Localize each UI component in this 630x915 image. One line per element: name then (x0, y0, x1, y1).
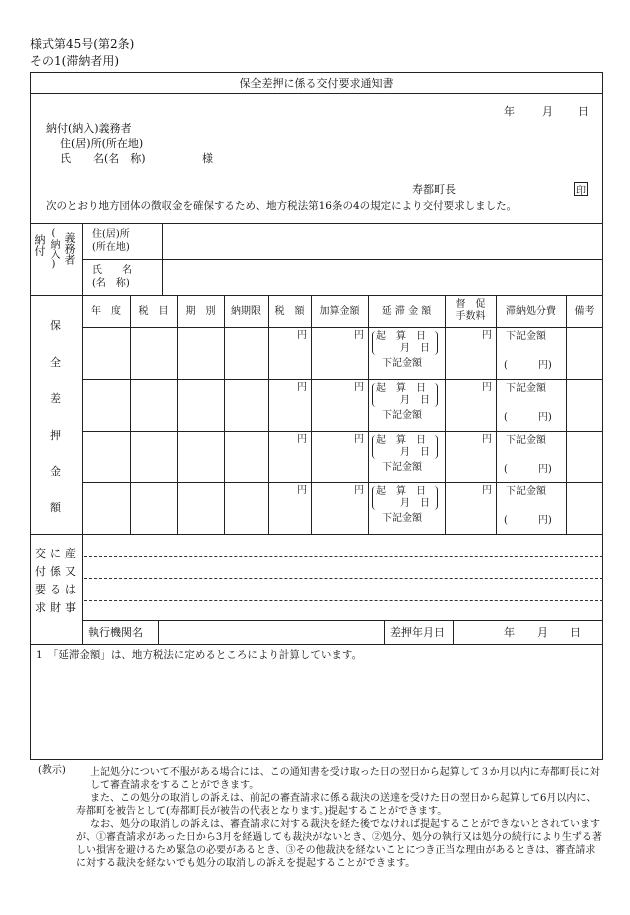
rule (30, 93, 603, 94)
yen-tax: 円 (297, 330, 307, 341)
arrears-start-date: 起 算 日 (376, 486, 426, 497)
grid-column-line (496, 295, 497, 534)
footnote: 1 「延滞金額」は、地方税法に定めるところにより計算しています。 (36, 649, 363, 661)
yen-tax: 円 (297, 434, 307, 445)
property-side-char: 付 (35, 565, 46, 578)
obligor-name-label: 氏 名 (名 称) (92, 265, 132, 289)
date-year: 年 (504, 105, 515, 118)
property-side-char: る (50, 583, 61, 596)
grid-column-line (177, 295, 178, 534)
column-header: 加算金額 (319, 306, 360, 317)
rule (82, 295, 83, 534)
column-header: 延 滞 金 額 (381, 306, 432, 317)
column-header: 年 度 (91, 306, 121, 317)
disposal-kaki: 下記金額 (506, 486, 546, 497)
instruction-label: (教示) (38, 765, 66, 776)
amount-side-char: 保 (50, 319, 61, 332)
grid-column-line (566, 295, 567, 534)
disposal-kaki: 下記金額 (506, 331, 546, 342)
property-side-char: に (50, 547, 61, 560)
grid-row-line (82, 431, 603, 432)
yen-tax: 円 (297, 485, 307, 496)
grid-row-line (82, 327, 603, 328)
rule (82, 259, 603, 260)
column-header: 備考 (574, 306, 595, 317)
instruction-p2: また、この処分の取消しの訴えは、前記の審査請求に係る裁決の送達を受けた日の翌日から起算して6月以内に、寿都町を被告として(寿都町長が被告の代表となります。)提起することができます。 (76, 793, 597, 817)
mayor-title: 寿都町長 (412, 183, 456, 196)
dotted-line (84, 556, 603, 557)
grid-column-line (130, 295, 131, 534)
dotted-line (84, 578, 603, 579)
rule (30, 295, 603, 296)
obligor-side-gimusha: 義務者 (63, 232, 76, 265)
date-month: 月 (542, 105, 553, 118)
property-side-char: 財 (50, 601, 61, 614)
obligor-side-nonyu: (納入) (48, 228, 59, 270)
disposal-paren: ( 円) (504, 515, 552, 526)
grid-column-line (224, 295, 225, 534)
yen-tax: 円 (297, 382, 307, 393)
yen-fee: 円 (482, 330, 492, 341)
property-side-char: 交 (35, 547, 46, 560)
grid-column-line (368, 295, 369, 534)
yen-surcharge: 円 (354, 434, 364, 445)
disposal-kaki: 下記金額 (506, 383, 546, 394)
yen-surcharge: 円 (354, 382, 364, 393)
arrears-start-date: 起 算 日 (376, 331, 426, 342)
rule (158, 620, 159, 644)
disposal-paren: ( 円) (504, 464, 552, 475)
grid-row-line (82, 379, 603, 380)
name-label: 氏 名(名 称) (60, 152, 146, 165)
property-side-char: 求 (35, 601, 46, 614)
obligor-address-label: 住(居)所 (所在地) (92, 229, 130, 253)
agency-label: 執行機関名 (88, 626, 143, 639)
yen-surcharge: 円 (354, 485, 364, 496)
obligor-label: 納付(納入)義務者 (46, 122, 132, 135)
property-side-char: 又 (65, 565, 76, 578)
document-title: 保全差押に係る交付要求通知書 (239, 77, 394, 90)
column-header: 税 目 (138, 306, 169, 317)
column-header: 督 促 手数料 (455, 299, 486, 322)
arrears-kaki: 下記金額 (382, 358, 422, 369)
rule (30, 644, 603, 645)
disposal-kaki: 下記金額 (506, 435, 546, 446)
disposal-paren: ( 円) (504, 360, 552, 371)
rule (82, 620, 603, 621)
arrears-month-day: 月 日 (400, 395, 430, 406)
arrears-start-date: 起 算 日 (376, 383, 426, 394)
seal-icon: 印 (574, 182, 588, 196)
address-label: 住(居)所(所在地) (60, 137, 144, 150)
date-day: 日 (578, 105, 589, 118)
amount-side-char: 額 (50, 501, 61, 514)
property-side-char: 要 (35, 583, 46, 596)
arrears-month-day: 月 日 (400, 498, 430, 509)
amount-side-char: 差 (50, 392, 61, 405)
yen-fee: 円 (482, 434, 492, 445)
column-header: 期 別 (185, 306, 216, 317)
dotted-line (84, 600, 603, 601)
arrears-kaki: 下記金額 (382, 513, 422, 524)
rule (82, 534, 83, 644)
column-header: 税 額 (274, 306, 305, 317)
seizure-date-value: 年 月 日 (504, 626, 581, 639)
amount-side-char: 金 (50, 465, 61, 478)
grid-row-line (82, 482, 603, 483)
seizure-date-label: 差押年月日 (390, 626, 445, 639)
yen-fee: 円 (482, 485, 492, 496)
yen-fee: 円 (482, 382, 492, 393)
amount-side-char: 全 (50, 356, 61, 369)
rule (30, 223, 603, 224)
rule (453, 620, 454, 644)
amount-side-char: 押 (50, 429, 61, 442)
obligor-side-nofu: 納付 (33, 234, 46, 256)
yen-surcharge: 円 (354, 330, 364, 341)
arrears-kaki: 下記金額 (382, 462, 422, 473)
form-number: 様式第45号(第2条) (30, 37, 135, 51)
property-side-char: 係 (50, 565, 61, 578)
rule (384, 620, 385, 644)
property-side-char: 産 (65, 547, 76, 560)
arrears-month-day: 月 日 (400, 343, 430, 354)
statement: 次のとおり地方団体の徴収金を確保するため、地方税法第16条の4の規定により交付要求しました。 (46, 200, 518, 212)
arrears-start-date: 起 算 日 (376, 435, 426, 446)
form-subtitle: その1(滞納者用) (30, 54, 119, 68)
arrears-month-day: 月 日 (400, 447, 430, 458)
property-side-char: は (65, 583, 76, 596)
arrears-kaki: 下記金額 (382, 410, 422, 421)
property-side-char: 事 (65, 601, 76, 614)
instruction-p3: なお、処分の取消しの訴えは、審査請求に対する裁決を経た後でなければ提起することができないとされていますが、①審査請求があった日から3月を経過しても裁決がないとき、②処分、処分の執行又は処分の続行により生ずる著しい損害を避けるため緊急の必要があるとき、③その他裁決を経ないことにつき正当な理由があるときは、審査請求に対する裁決を経ないでも処分の取消しの訴えを提起することができます。 (76, 819, 602, 869)
column-header: 滞納処分費 (506, 306, 556, 317)
honorific: 様 (202, 152, 213, 165)
disposal-paren: ( 円) (504, 412, 552, 423)
rule (30, 534, 603, 535)
instruction-p1: 上記処分について不服がある場合には、この通知書を受け取った日の翌日から起算して３か月以内に寿都町長に対して審査請求をすることができます。 (90, 767, 600, 791)
column-header: 納期限 (231, 306, 261, 317)
